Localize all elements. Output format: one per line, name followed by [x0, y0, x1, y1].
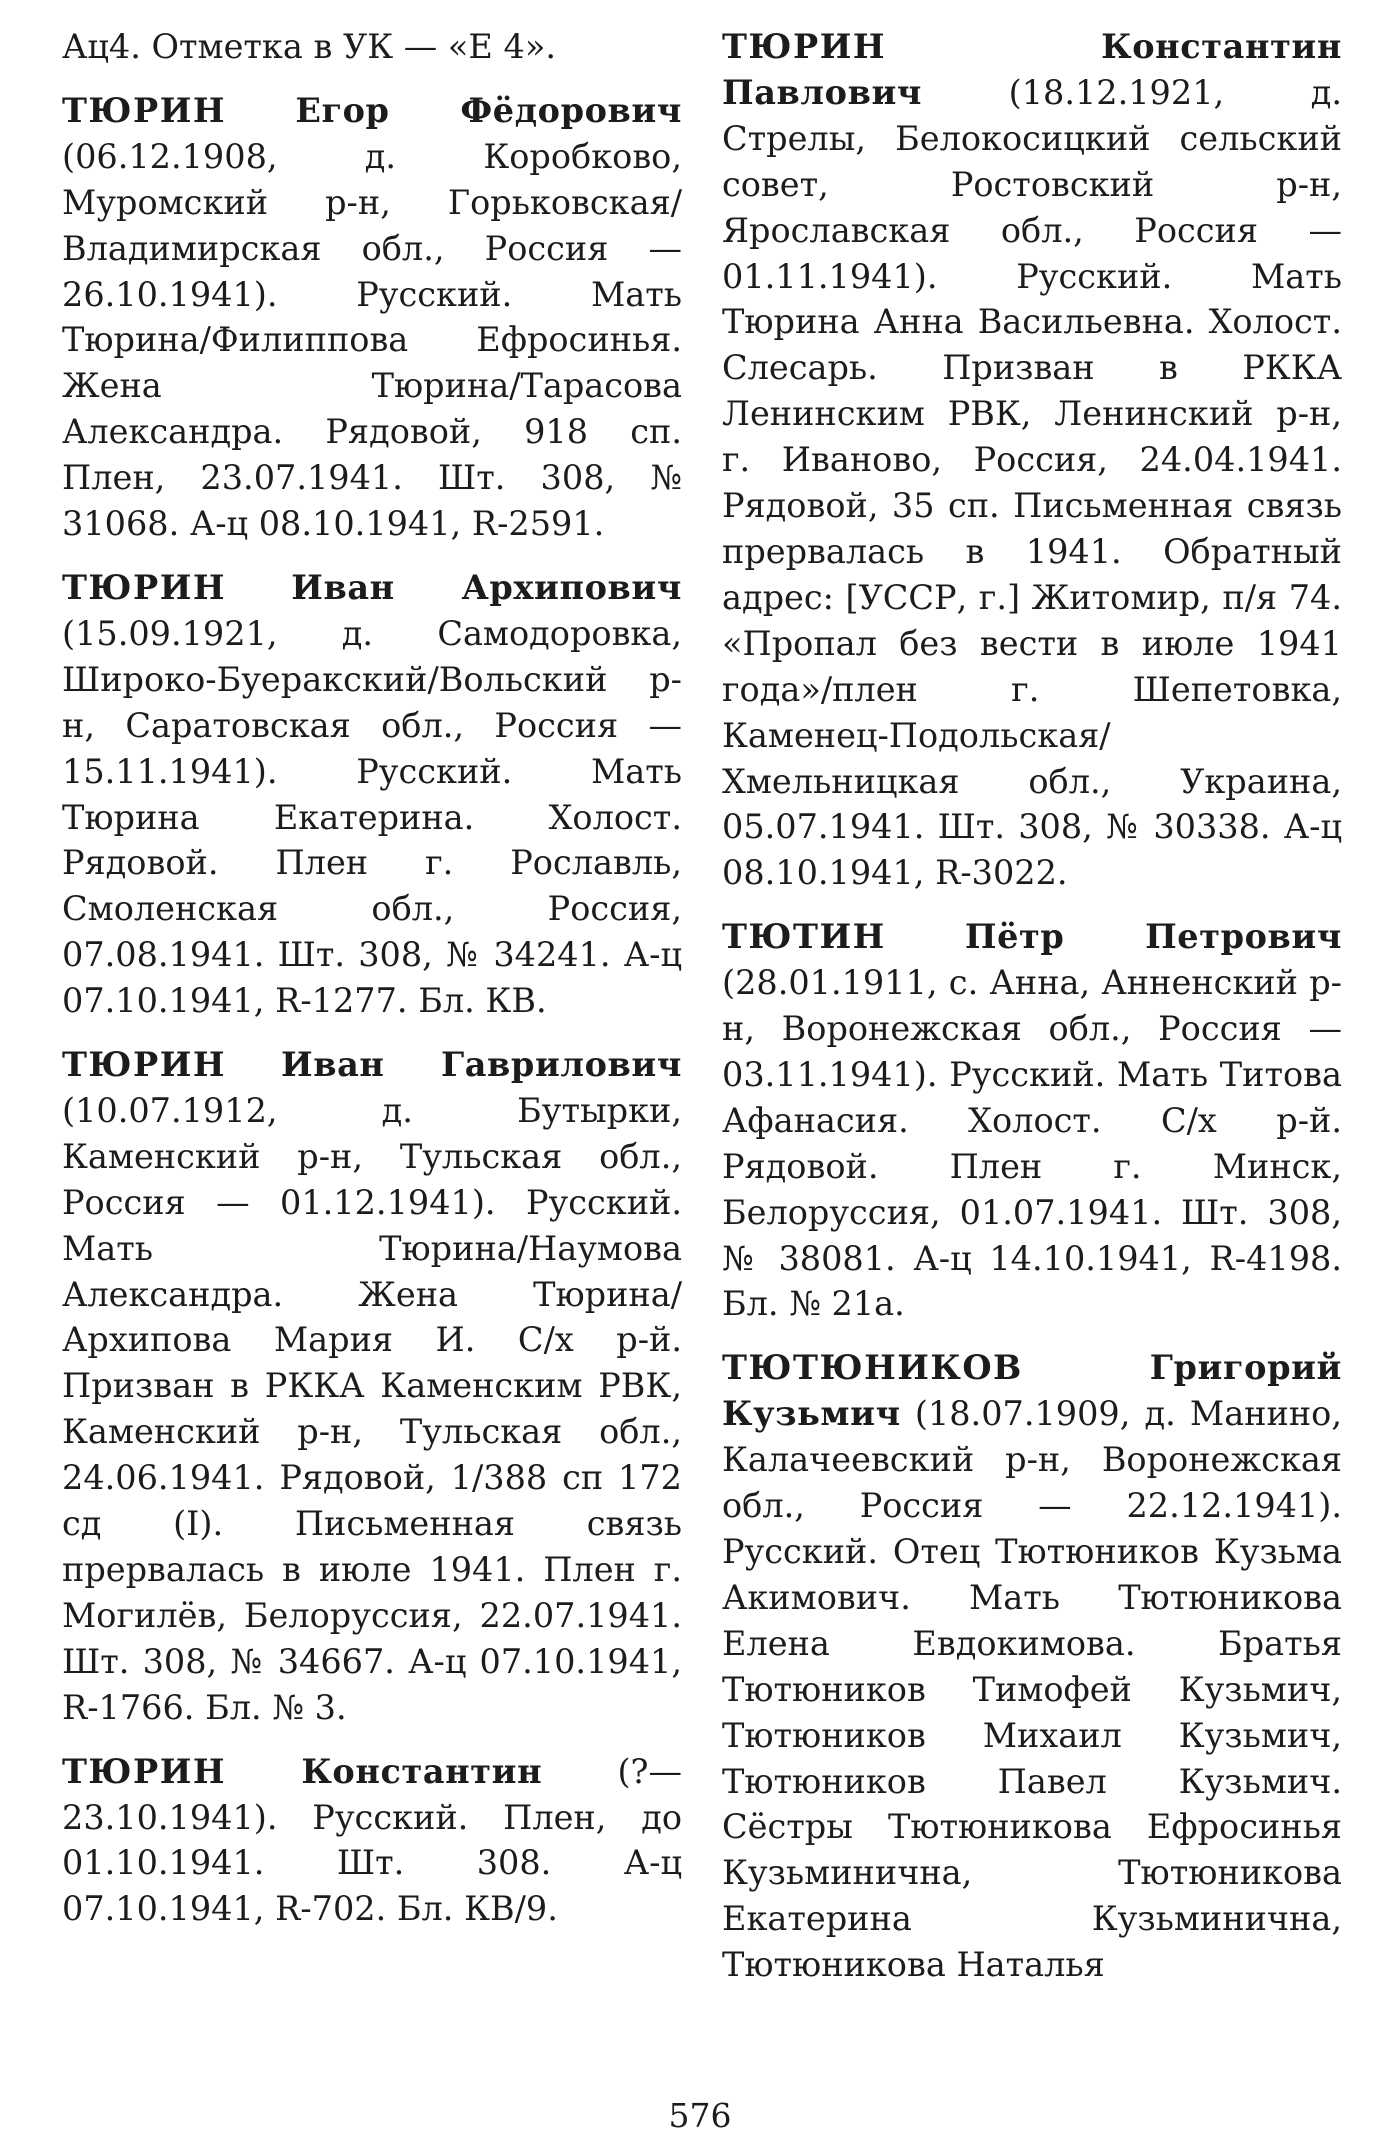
entry-tyurin-konstantin	[62, 1749, 682, 1933]
entry-body: (18.07.1909, д. Манино, Калачеевский р-н, Воронежская обл., Россия — 22.12.1941). Русский. Отец Тютюников Кузьма Акимович. Мать Тютюникова Елена Евдокимова. Братья Тютюников Тимофей Кузьмич, Тютюников Михаил Кузьмич, Тютюников Павел Кузьмич. Сёстры Тютюникова Ефросинья Кузьминична, Тютюникова Екатерина Кузьминична, Тютюникова Наталья	[722, 1394, 1342, 1985]
entry-body: (10.07.1912, д. Бутырки, Каменский р-н, Тульская обл., Россия — 01.12.1941). Русский. Мать Тюрина/Наумова Александра. Жена Тюрина/Архипова Мария И. С/х р-й. Призван в РККА Каменским РВК, Каменский р-н, Тульская обл., 24.06.1941. Рядовой, 1/388 сп 172 сд (I). Письменная связь прервалась в июле 1941. Плен г. Могилёв, Белоруссия, 22.07.1941. Шт. 308, № 34667. А-ц 07.10.1941, R-1766. Бл. № 3.	[62, 1090, 682, 1727]
entry-given-name: Егор Фёдорович	[295, 90, 682, 130]
entry-body: (28.01.1911, с. Анна, Анненский р-н, Воронежская обл., Россия — 03.11.1941). Русский. Мать Титова Афанасия. Холост. С/х р-й. Рядовой. Плен г. Минск, Белоруссия, 01.07.1941. Шт. 308, № 38081. А-ц 14.10.1941, R-4198. Бл. № 21а.	[722, 963, 1342, 1324]
entry-tyutin-petr	[722, 914, 1342, 1327]
entry-surname: ТЮРИН	[62, 1751, 227, 1791]
entry-given-name: Григорий Кузьмич	[722, 1348, 1342, 1434]
left-column	[62, 24, 682, 1950]
entry-surname: ТЮРИН	[722, 27, 887, 66]
entry-surname: ТЮРИН	[62, 90, 227, 130]
page-number: 576	[668, 2096, 732, 2135]
entry-body: (15.09.1921, д. Самодоровка, Широко-Буеракский/Вольский р-н, Саратовская обл., Россия — 15.11.1941). Русский. Мать Тюрина Екатерина. Холост. Рядовой. Плен г. Рославль, Смоленская обл., Россия, 07.08.1941. Шт. 308, № 34241. А-ц 07.10.1941, R-1277. Бл. КВ.	[62, 613, 682, 1021]
entry-given-name: Константин Павлович	[722, 27, 1342, 112]
entry-given-name: Константин	[301, 1751, 543, 1791]
entry-body: (18.12.1921, д. Стрелы, Белокосицкий сельский совет, Ростовский р-н, Ярославская обл., Россия — 01.11.1941). Русский. Мать Тюрина Анна Васильевна. Холост. Слесарь. Призван в РККА Ленинским РВК, Ленинский р-н, г. Иваново, Россия, 24.04.1941. Рядовой, 35 сп. Письменная связь прервалась в 1941. Обратный адрес: [УССР, г.] Житомир, п/я 74. «Пропал без вести в июле 1941 года»/плен г. Шепетовка, Каменец-Подольская/Хмельницкая обл., Украина, 05.07.1941. Шт. 308, № 30338. А-ц 08.10.1941, R-3022.	[722, 72, 1343, 893]
entry-given-name: Пётр Петрович	[964, 917, 1342, 957]
entry-tyurin-egor	[62, 88, 682, 547]
entry-body: (?—23.10.1941). Русский. Плен, до 01.10.1941. Шт. 308. А-ц 07.10.1941, R-702. Бл. КВ/9.	[62, 1751, 683, 1929]
continuation-text: Ац4. Отметка в УК — «Е 4».	[62, 27, 556, 66]
entry-continuation	[62, 24, 682, 70]
right-column	[722, 24, 1342, 2006]
entry-given-name: Иван Гаврилович	[280, 1045, 683, 1085]
entry-given-name: Иван Архипович	[291, 567, 682, 607]
entry-surname: ТЮТЮНИКОВ	[722, 1348, 1023, 1388]
entry-tyurin-ivan-arkhipovich	[62, 565, 682, 1024]
entry-surname: ТЮРИН	[62, 1045, 227, 1085]
entry-tyurin-konstantin-pavlovich	[722, 24, 1342, 896]
entry-tyutyunikov-grigoriy	[722, 1345, 1342, 1988]
entry-surname: ТЮРИН	[62, 567, 227, 607]
entry-tyurin-ivan-gavrilovich	[62, 1042, 682, 1731]
entry-body: (06.12.1908, д. Коробково, Муромский р-н, Горьковская/Владимирская обл., Россия — 26.10.1941). Русский. Мать Тюрина/Филиппова Ефросинья. Жена Тюрина/Тарасова Александра. Рядовой, 918 сп. Плен, 23.07.1941. Шт. 308, № 31068. А-ц 08.10.1941, R-2591.	[62, 136, 682, 544]
entry-surname: ТЮТИН	[722, 917, 886, 957]
